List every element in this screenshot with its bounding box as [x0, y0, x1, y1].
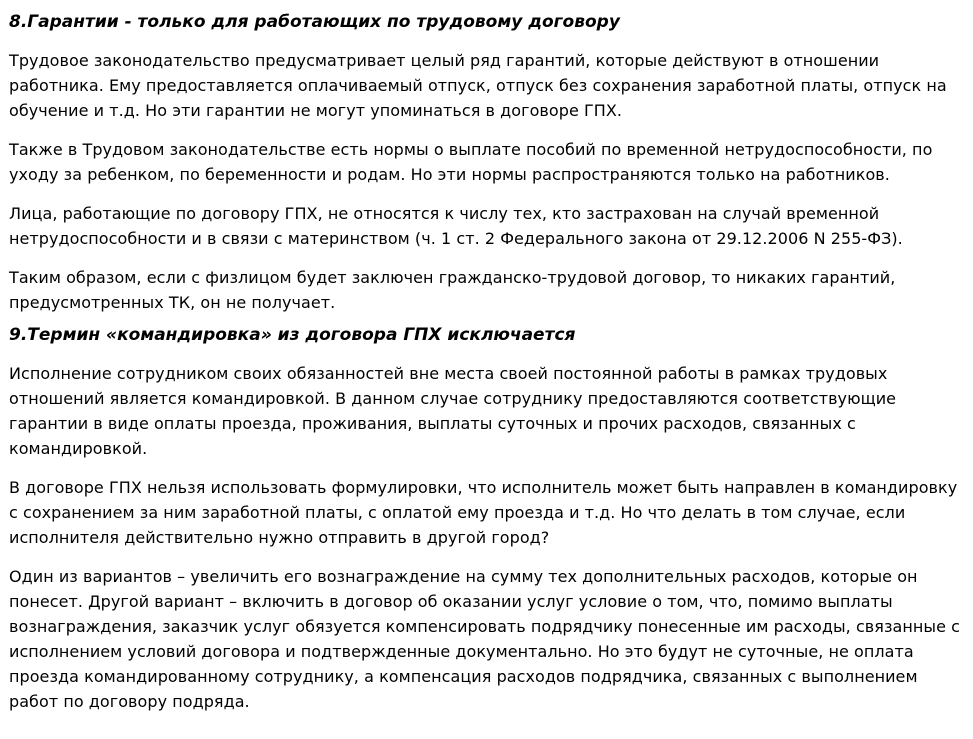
section-guarantees	[9, 8, 963, 315]
paragraph: Один из вариантов – увеличить его вознаграждение на сумму тех дополнительных расходов, которые он понесет. Другой вариант – включить в договор об оказании услуг условие о том, что, помимо выплаты вознаграждения, заказчик услуг обязуется компенсировать подрядчику понесенные им расходы, связанные с исполнением условий договора и подтвержденные документально. Но это будут не суточные, не оплата проезда командированному сотруднику, а компенсация расходов подрядчика, связанных с выполнением работ по договору подряда.	[9, 567, 960, 711]
paragraph: Лица, работающие по договору ГПХ, не относятся к числу тех, кто застрахован на случай временной нетрудоспособности и в связи с материнством (ч. 1 ст. 2 Федерального закона от 29.12.2006 N 255-ФЗ).	[9, 204, 903, 248]
paragraph: В договоре ГПХ нельзя использовать формулировки, что исполнитель может быть направлен в командировку с сохранением за ним заработной платы, с оплатой ему проезда и т.д. Но что делать в том случае, если исполнителя действительно нужно отправить в другой город?	[9, 478, 958, 547]
paragraph: Таким образом, если с физлицом будет заключен гражданско-трудовой договор, то никаких гарантий, предусмотренных ТК, он не получает.	[9, 268, 896, 312]
paragraph: Также в Трудовом законодательстве есть нормы о выплате пособий по временной нетрудоспособности, по уходу за ребенком, по беременности и родам. Но эти нормы распространяются только на работников.	[9, 140, 933, 184]
paragraph: Трудовое законодательство предусматривает целый ряд гарантий, которые действуют в отношении работника. Ему предоставляется оплачиваемый отпуск, отпуск без сохранения заработной платы, отпуск на обучение и т.д. Но эти гарантии не могут упоминаться в договоре ГПХ.	[9, 51, 947, 120]
paragraph: Исполнение сотрудником своих обязанностей вне места своей постоянной работы в рамках трудовых отношений является командировкой. В данном случае сотруднику предоставляются соответствующие гарантии в виде оплаты проезда, проживания, выплаты суточных и прочих расходов, связанных с командировкой.	[9, 364, 897, 458]
section-heading-business-trip: 9.Термин «командировка» из договора ГПХ исключается	[9, 325, 576, 345]
section-heading-guarantees: 8.Гарантии - только для работающих по трудовому договору	[9, 12, 620, 32]
section-business-trip	[9, 321, 963, 714]
